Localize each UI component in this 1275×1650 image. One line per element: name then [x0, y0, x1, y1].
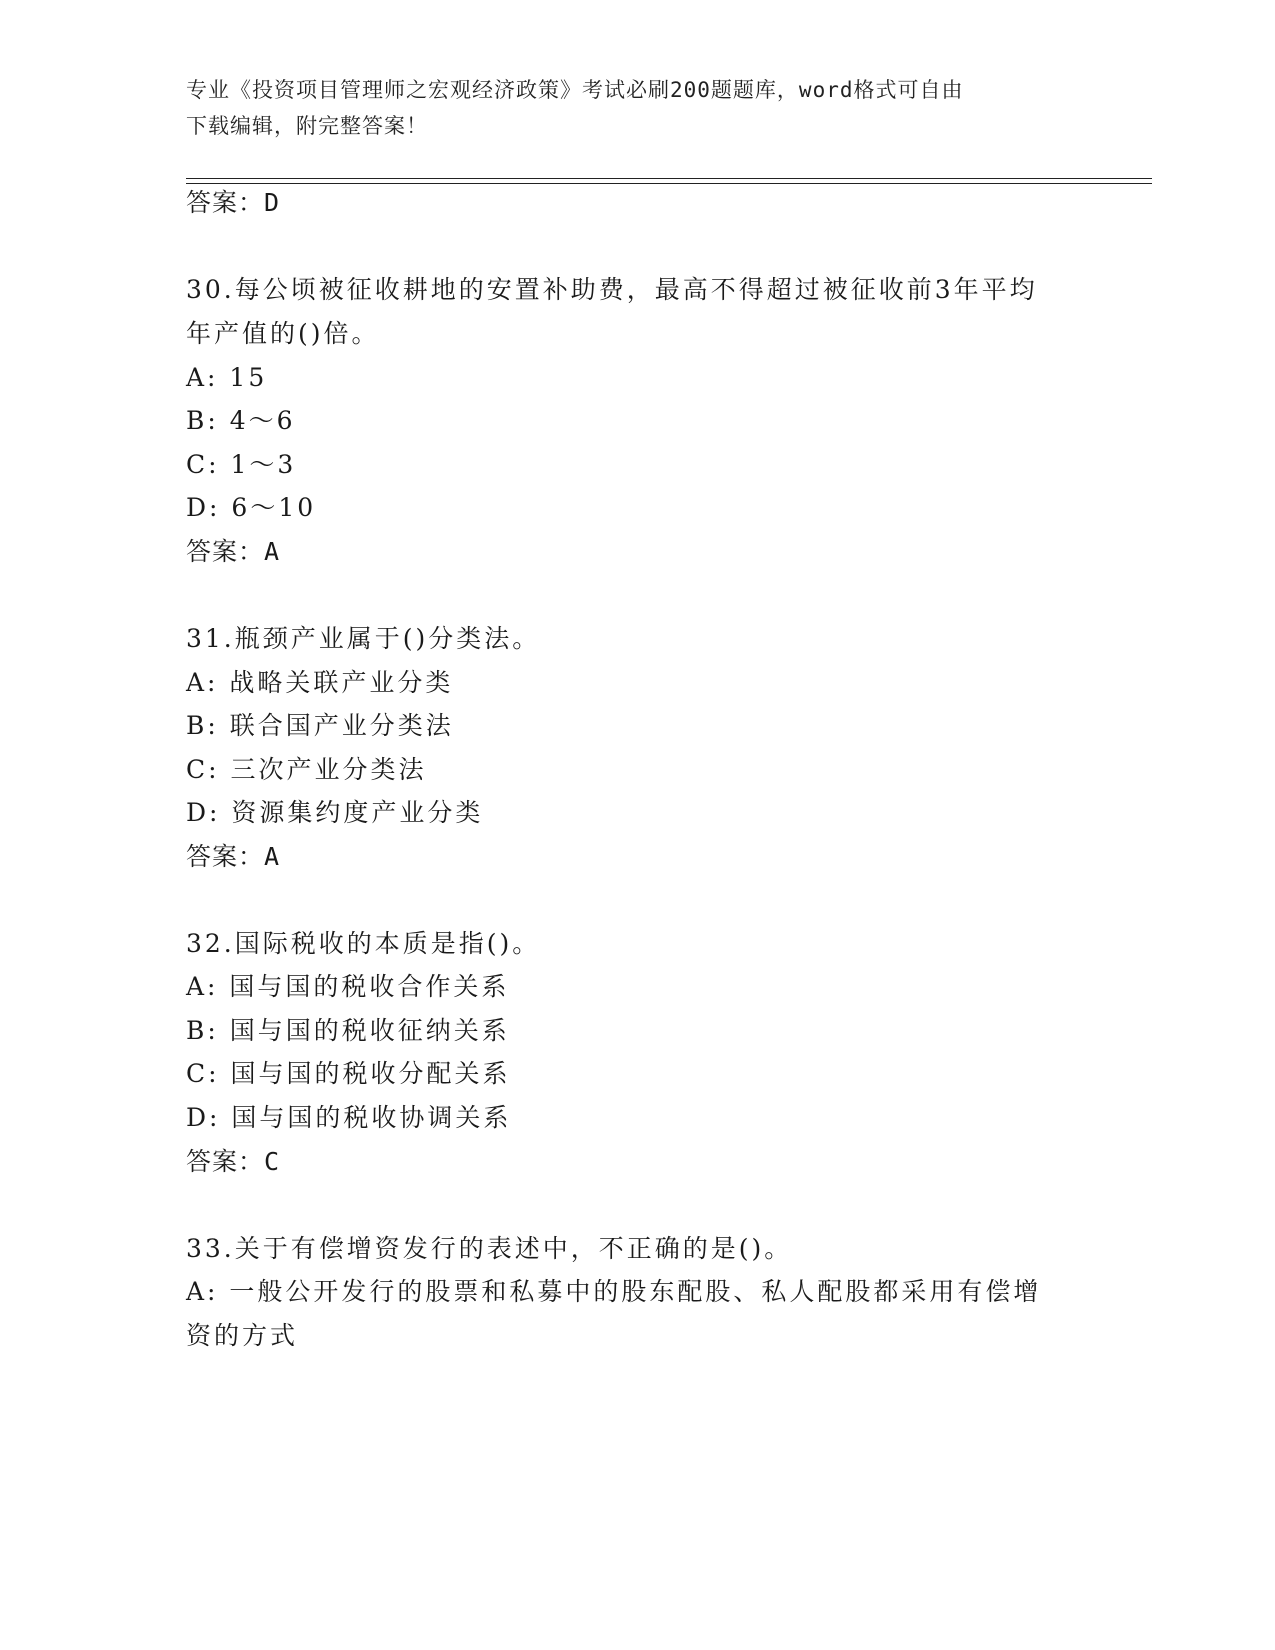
- header-line-1: 专业《投资项目管理师之宏观经济政策》考试必刷200题题库，word格式可自由: [186, 78, 964, 102]
- question-32-option-d: D: 国与国的税收协调关系: [186, 1103, 512, 1132]
- question-30-stem-line-2: 年产值的()倍。: [186, 319, 380, 348]
- question-32-answer: 答案：C: [186, 1147, 281, 1176]
- question-31-answer: 答案：A: [186, 842, 281, 871]
- question-30-option-c: C: 1～3: [186, 450, 297, 479]
- question-31-option-d: D: 资源集约度产业分类: [186, 798, 484, 827]
- question-32-option-c: C: 国与国的税收分配关系: [186, 1059, 511, 1088]
- question-30-option-a: A: 15: [186, 363, 268, 392]
- question-30-stem-line-1: 30.每公顷被征收耕地的安置补助费，最高不得超过被征收前3年平均: [186, 275, 1038, 304]
- question-31-stem: 31.瓶颈产业属于()分类法。: [186, 624, 541, 653]
- question-32-stem: 32.国际税收的本质是指()。: [186, 929, 541, 958]
- question-33-option-a-line-1: A: 一般公开发行的股票和私募中的股东配股、私人配股都采用有偿增: [186, 1277, 1042, 1306]
- question-30-option-b: B: 4～6: [186, 406, 296, 435]
- question-33-option-a-line-2: 资的方式: [186, 1321, 299, 1350]
- question-31-option-a: A: 战略关联产业分类: [186, 668, 454, 697]
- question-31-option-c: C: 三次产业分类法: [186, 755, 427, 784]
- question-31-option-b: B: 联合国产业分类法: [186, 711, 454, 740]
- header-divider-top: [186, 178, 1152, 179]
- question-32-option-a: A: 国与国的税收合作关系: [186, 972, 510, 1001]
- question-30-option-d: D: 6～10: [186, 493, 317, 522]
- question-30-answer: 答案：A: [186, 537, 281, 566]
- question-32-option-b: B: 国与国的税收征纳关系: [186, 1016, 510, 1045]
- header-line-2: 下载编辑，附完整答案！: [186, 114, 428, 138]
- header-divider-bottom: [186, 183, 1152, 184]
- answer-prev: 答案：D: [186, 188, 281, 217]
- document-header: [186, 72, 1066, 144]
- question-33-stem: 33.关于有偿增资发行的表述中，不正确的是()。: [186, 1234, 793, 1263]
